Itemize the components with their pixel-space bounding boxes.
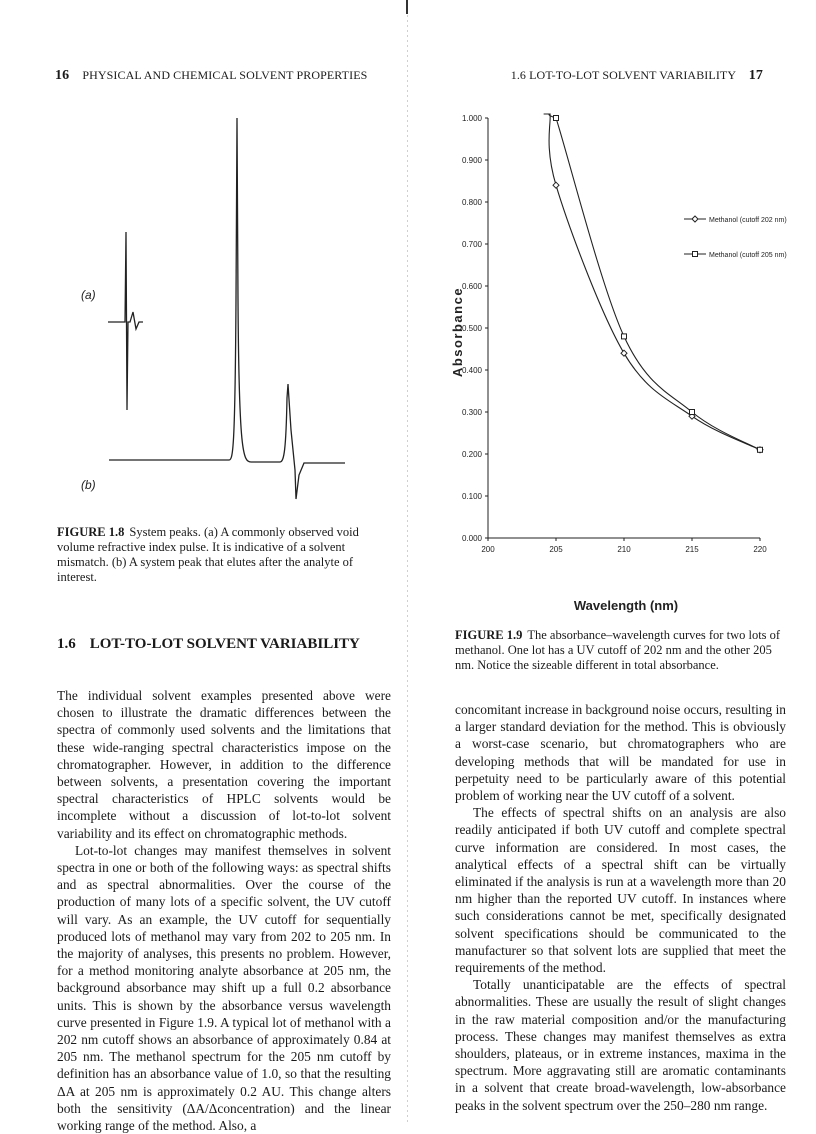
- figure-1-8-label-b: (b): [81, 478, 96, 492]
- data-point-series-1: [689, 413, 695, 419]
- x-tick-label: 205: [549, 545, 563, 554]
- section-title: LOT-TO-LOT SOLVENT VARIABILITY: [89, 636, 360, 652]
- series-line-2: [544, 114, 760, 450]
- y-tick-label: 0.500: [461, 324, 482, 333]
- x-tick-label: 220: [753, 545, 767, 554]
- running-head-left: [55, 68, 367, 84]
- data-point-series-1: [553, 182, 559, 188]
- section-heading: [57, 636, 360, 653]
- series-line-1: [544, 114, 760, 450]
- y-tick-label: 0.700: [461, 240, 482, 249]
- page-number-left: 16: [55, 68, 70, 83]
- figure-1-8-label-a: (a): [81, 288, 96, 302]
- trace-a: [108, 232, 143, 410]
- page-number-right: 17: [748, 68, 763, 83]
- x-tick-label: 215: [685, 545, 699, 554]
- x-tick-label: 200: [481, 545, 495, 554]
- page-gutter: [407, 0, 408, 1123]
- running-title-left: PHYSICAL AND CHEMICAL SOLVENT PROPERTIES: [82, 68, 368, 82]
- legend-marker: [693, 252, 698, 257]
- left-column-body: [57, 687, 391, 1134]
- section-number: 1.6: [57, 636, 76, 652]
- running-head-right: [511, 68, 763, 84]
- trace-b: [109, 118, 345, 499]
- y-tick-label: 0.400: [461, 366, 482, 375]
- y-tick-label: 0.100: [461, 492, 482, 501]
- binding-mark: [406, 0, 408, 14]
- data-point-series-1: [621, 350, 627, 356]
- figure-1-8-caption-text: System peaks. (a) A commonly observed void volume refractive index pulse. It is indicative of a solvent mismatch. (b) A system peak that elutes after the analyte of interest.: [57, 525, 359, 584]
- running-title-right: 1.6 LOT-TO-LOT SOLVENT VARIABILITY: [510, 68, 736, 82]
- data-point-series-2: [622, 334, 627, 339]
- x-axis-label: Wavelength (nm): [573, 598, 679, 613]
- y-axis-label: Absorbance: [450, 286, 465, 378]
- legend-label: Methanol (cutoff 205 nm): [709, 252, 787, 259]
- y-tick-label: 0.600: [461, 282, 482, 291]
- y-tick-label: 0.200: [461, 450, 482, 459]
- legend-marker: [692, 216, 698, 222]
- right-paragraph-1: concomitant increase in background noise occurs, resulting in a larger standard deviation for the method. This is obviously a worst-case scenario, but chromatographers who are developing methods that will be mandated for use in perpetuity need to be particularly aware of this potential problem of working near the UV cutoff of a solvent.: [455, 702, 786, 804]
- left-paragraph-2: Lot-to-lot changes may manifest themselves in solvent spectra in one or both of the following ways: as spectral shifts and as spectral abnormalities. Over the course of the production of many lots of a specific solvent, the UV cutoff will vary. As an example, the UV cutoff for sequentially produced lots of methanol may vary from 202 to 205 nm. In the majority of analyses, this presents no problem. However, for a method monitoring analyte absorbance at 205 nm, the background absorbance may shift up a full 0.2 absorbance units. This is shown by the absorbance versus wavelength curve presented in Figure 1.9. A typical lot of methanol with a 202 nm cutoff shows an absorbance of approximately 0.84 at 205 nm. The methanol spectrum for the 205 nm cutoff by definition has an absorbance value of 1.0, so that the resulting ΔA at 205 nm is approximately 0.2 AU. This change alters both the sensitivity (ΔA/Δconcentration) and the linear working range of the method. Also, a: [57, 842, 391, 1134]
- left-paragraph-1: The individual solvent examples presented above were chosen to illustrate the dramatic differences between the spectra of commonly used solvents and the limitations that these wide-ranging spectral characteristics impose on the chromatographer. However, in addition to the difference between solvents, a presentation covering the important spectral characteristics of HPLC solvents would be incomplete without a discussion of lot-to-lot solvent variability and its effect on chromatographic methods.: [57, 688, 391, 841]
- figure-1-9-caption: [455, 628, 785, 673]
- legend-label: Methanol (cutoff 202 nm): [709, 217, 787, 224]
- data-point-series-1: [757, 447, 763, 453]
- figure-1-9-caption-text: The absorbance–wavelength curves for two lots of methanol. One lot has a UV cutoff of 202 nm and the other 205 nm. Notice the sizeable different in total absorbance.: [455, 628, 781, 672]
- y-tick-label: 0.300: [461, 408, 482, 417]
- y-tick-label: 0.900: [461, 156, 482, 165]
- data-point-series-2: [758, 447, 763, 452]
- y-tick-label: 0.800: [461, 198, 482, 207]
- data-point-series-2: [554, 116, 559, 121]
- figure-1-8-caption: [57, 525, 392, 585]
- right-paragraph-3: Totally unanticipatable are the effects of spectral abnormalities. These are usually the result of slight changes in the raw material composition and/or the manufacturing process. These changes may manifest themselves as extra shoulders, plateaus, or in extreme instances, maxima in the spectrum. More aggravating still are aromatic contaminants in a solvent that create broad-wavelength, low-absorbance peaks in the solvent spectrum over the 250–280 nm range.: [455, 977, 786, 1113]
- y-tick-label: 0.000: [461, 534, 482, 543]
- data-point-series-2: [690, 410, 695, 415]
- y-tick-label: 1.000: [461, 114, 482, 123]
- x-tick-label: 210: [617, 545, 631, 554]
- figure-1-9-caption-label: FIGURE 1.9: [455, 628, 523, 642]
- figure-1-8-caption-label: FIGURE 1.8: [57, 525, 125, 539]
- right-column-body: [455, 701, 786, 1114]
- right-paragraph-2: The effects of spectral shifts on an analysis are also readily anticipated if both UV cutoff and complete spectral curve information are considered. In most cases, the analytical effects of a spectral shift can be virtually eliminated if the analysis is run at a wavelength more than 20 nm higher than the reported UV cutoff. In instances where such considerations cannot be met, specifically designated solvent specifications should be communicated to the manufacturer so that solvent lots are supplied that meet the requirements of the method.: [455, 805, 786, 976]
